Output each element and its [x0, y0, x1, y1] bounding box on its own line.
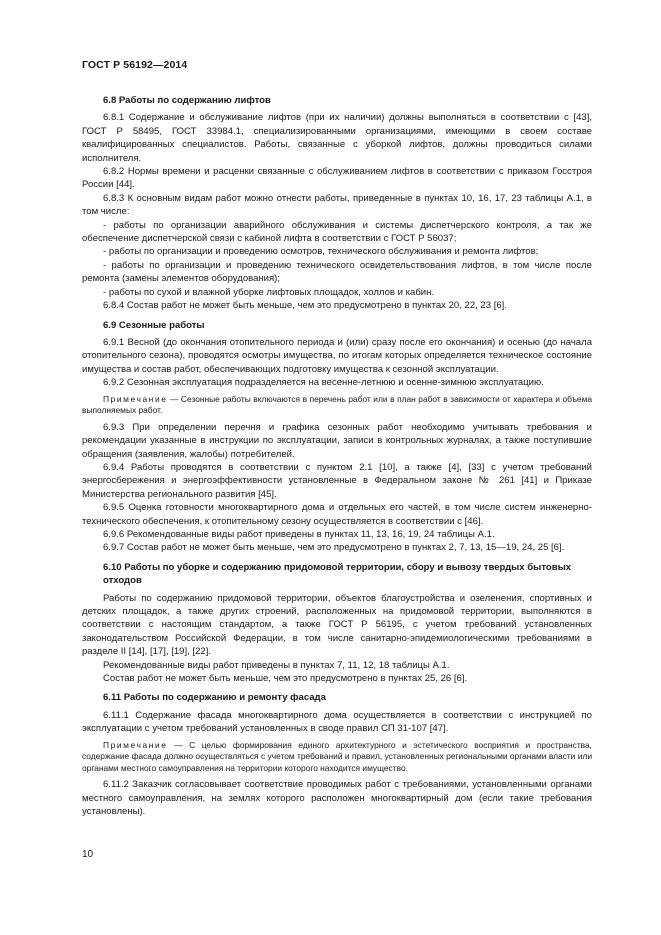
note-text: — Сезонные работы включаются в перечень работ или в план работ в зависимости от характера и объема выполняемых работ.	[82, 393, 592, 416]
paragraph-6-10-3: Состав работ не может быть меньше, чем это предусмотрено в пунктах 25, 26 [6].	[103, 673, 468, 685]
paragraph-6-9-5: 6.9.5 Оценка готовности многоквартирного дома и отдельных его частей, в том числе систем инженерно-технического обеспечения, к отопительному сезону осуществляется в соответствии с [46].	[82, 502, 592, 527]
paragraph-6-11-2: 6.11.2 Заказчик согласовывает соответствие проводимых работ с требованиями, установленными органами местного самоуправления, на землях которого расположен многоквартирный дом (если такие требования установлены).	[82, 779, 592, 818]
note-label: Примечание	[103, 393, 168, 404]
section-title-6-8: 6.8 Работы по содержанию лифтов	[103, 95, 271, 106]
paragraph-6-9-2: 6.9.2 Сезонная эксплуатация подразделяется на весенне-летнюю и осенне-зимнюю эксплуатацию.	[103, 377, 544, 389]
paragraph-6-8-2: 6.8.2 Нормы времени и расценки связанные с обслуживанием лифтов в соответствии с приказом Госстроя России [44].	[82, 166, 592, 191]
section-title-6-11: 6.11 Работы по содержанию и ремонту фасада	[103, 692, 326, 704]
paragraph-6-9-6: 6.9.6 Рекомендованные виды работ приведены в пунктах 11, 13, 16, 19, 24 таблицы А.1.	[103, 528, 495, 540]
list-item: - работы по сухой и влажной уборке лифтовых площадок, холлов и кабин.	[103, 286, 435, 298]
paragraph-6-10-1: Работы по содержанию придомовой территории, объектов благоустройства и озеленения, спортивных и детских площадок, а также других строений, расположенных на придомовой территории, выполняются в соответствии с настоящим стандартом, а также ГОСТ Р 56195, с учетом требований установленных законодательством Российской Федерации, в том числе санитарно-эпидемиологическими требованиями в разделе II [14], [17], [19], [22].	[82, 592, 592, 658]
paragraph-6-8-1: 6.8.1 Содержание и обслуживание лифтов (при их наличии) должны выполняться в соответствии с [43], ГОСТ Р 58495, ГОСТ 33984.1, специализированными организациями, имеющими в своем составе квалифицированных специалистов. Работы, связанные с уборкой лифтов, должны проводиться силами исполнителя.	[82, 112, 592, 164]
page-number: 10	[82, 849, 94, 860]
paragraph-6-8-4: 6.8.4 Состав работ не может быть меньше, чем это предусмотрено в пунктах 20, 22, 23 [6].	[103, 300, 507, 312]
note-label: Примечание	[103, 739, 168, 750]
paragraph-6-8-3: 6.8.3 К основным видам работ можно отнести работы, приведенные в пунктах 10, 16, 17, 23 таблицы А.1, в том числе:	[82, 192, 592, 218]
paragraph-6-11-1: 6.11.1 Содержание фасада многоквартирного дома осуществляется в соответствии с инструкцией по эксплуатации с учетом требований установленных в своде правил СП 31-107 [47].	[82, 709, 592, 735]
list-item: - работы по организации и проведению технического освидетельствования лифтов, в том числе после ремонта (замены элементов оборудования);	[82, 259, 592, 285]
list-item: - работы по организации и проведению осмотров, технического обслуживания и ремонта лифтов;	[103, 246, 539, 258]
paragraph-6-9-4: 6.9.4 Работы проводятся в соответствии с пунктом 2.1 [10], а также [4], [33] с учетом требований энергосбережения и энергоэффективности установленные в Федеральном законе № 261 [41] и Приказе Министерства регионального развития [45].	[82, 461, 592, 500]
note-text: — С целью формирования единого архитектурного и эстетического восприятия и пространства, содержание фасада должно осуществляться с учетом требований и правил, установленных региональными органами власти или органами местного самоуправления на территории которого находится имущество.	[82, 739, 592, 773]
list-item: - работы по организации аварийного обслуживания и системы диспетчерского контроля, а так же обеспечение диспетчерской связи с кабиной лифта в соответствии с ГОСТ Р 56037;	[82, 219, 592, 245]
document-body	[82, 94, 592, 819]
note-6-11	[82, 740, 592, 775]
paragraph-6-9-1: 6.9.1 Весной (до окончания отопительного периода и (или) сразу после его окончания) и осенью (до начала отопительного сезона), проводятся осмотры имущества, по итогам которых определяется техническое состояние имущества и состав работ, обеспечивающих подготовку имущества к сезонной эксплуатации.	[82, 336, 592, 375]
section-title-6-9: 6.9 Сезонные работы	[103, 319, 205, 331]
paragraph-6-9-7: 6.9.7 Состав работ не может быть меньше, чем это предусмотрено в пунктах 2, 7, 13, 15—19, 24, 25 [6].	[103, 542, 565, 554]
section-title-6-10: 6.10 Работы по уборке и содержанию придомовой территории, сбору и вывозу твердых бытовых отходов	[103, 561, 572, 587]
note-6-9	[82, 394, 592, 417]
paragraph-6-10-2: Рекомендованные виды работ приведены в пунктах 7, 11, 12, 18 таблицы А.1.	[103, 659, 450, 671]
standard-header: ГОСТ Р 56192—2014	[82, 59, 188, 71]
paragraph-6-9-3: 6.9.3 При определении перечня и графика сезонных работ необходимо учитывать требования и рекомендации указанные в инструкции по эксплуатации, записи в контрольных журналах, а также поступившие обращения (заявления, жалобы) потребителей.	[82, 421, 592, 460]
